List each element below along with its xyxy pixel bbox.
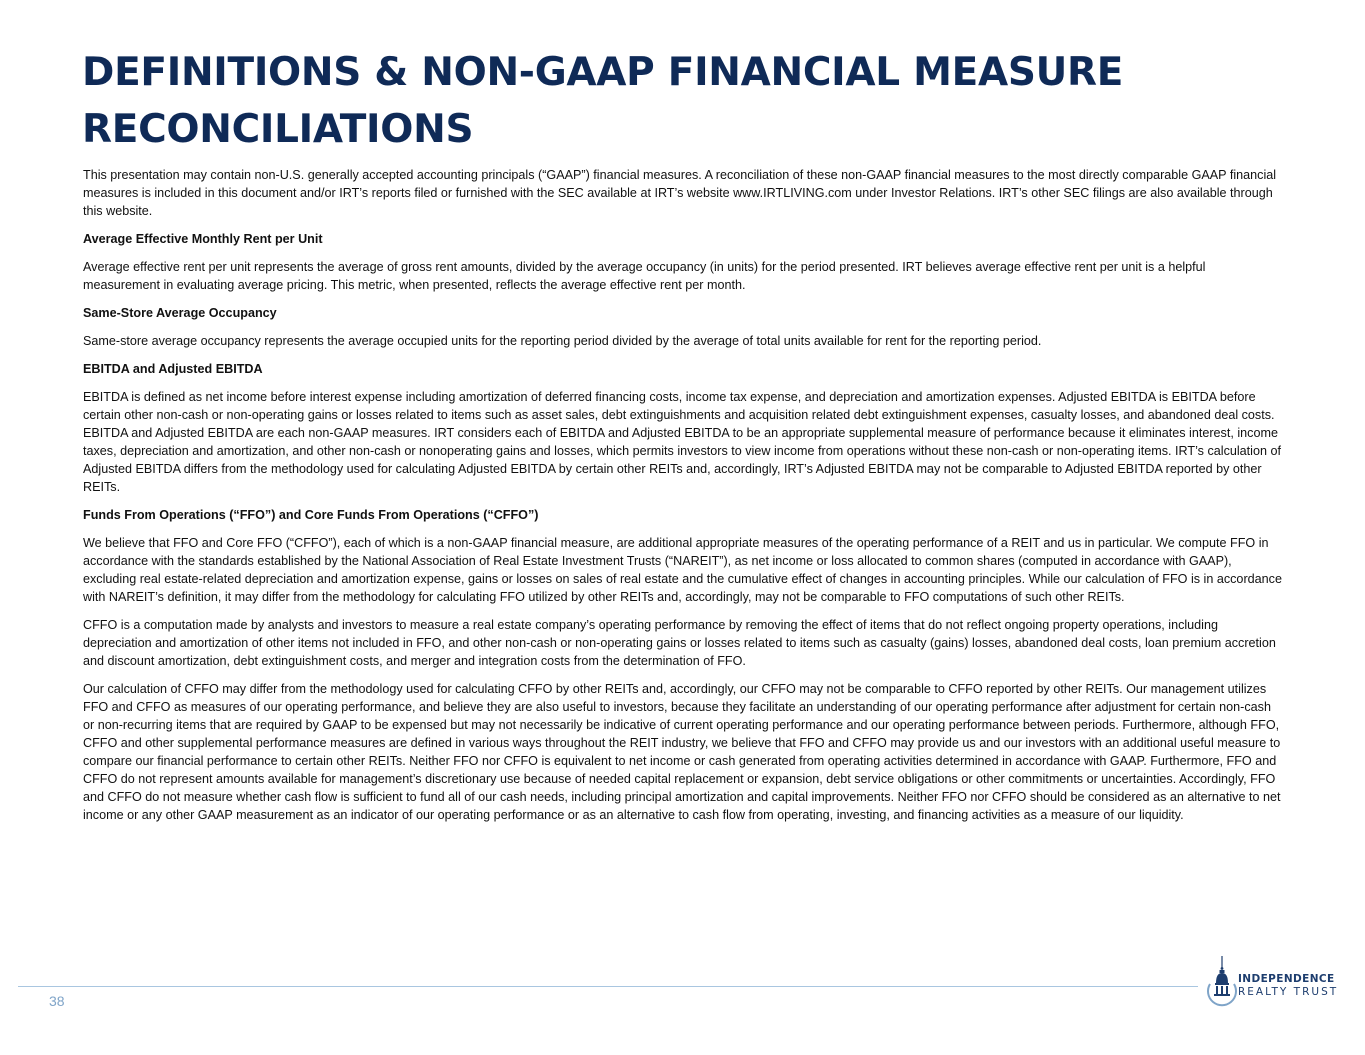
definitions-body <box>83 166 1283 834</box>
logo-text-realty-trust: REALTY TRUST <box>1238 986 1339 998</box>
section-heading-ebitda: EBITDA and Adjusted EBITDA <box>83 362 263 376</box>
section-paragraph-average-rent: Average effective rent per unit represents the average of gross rent amounts, divided by the average occupancy (in units) for the period presented. IRT believes average effective rent per unit is a helpful measurement in evaluating average pricing. This metric, when presented, reflects the average effective rent per month. <box>83 260 1206 292</box>
section-heading-average-rent: Average Effective Monthly Rent per Unit <box>83 232 323 246</box>
section-paragraph-ffo: We believe that FFO and Core FFO (“CFFO”), each of which is a non-GAAP financial measure, are additional appropriate measures of the operating performance of a REIT and us in particular. We compute FFO in accordance with the standards established by the National Association of Real Estate Investment Trusts (“NAREIT”), as net income or loss allocated to common shares (computed in accordance with GAAP), excluding real estate-related depreciation and amortization expense, gains or losses on sales of real estate and the cumulative effect of changes in accounting principles. While our calculation of FFO is in accordance with NAREIT’s definition, it may differ from the methodology for calculating FFO utilized by other REITs and, accordingly, may not be comparable to FFO computations of such other REITs. <box>83 536 1282 604</box>
section-heading-ffo: Funds From Operations (“FFO”) and Core Funds From Operations (“CFFO”) <box>83 508 539 522</box>
page-title: DEFINITIONS & NON-GAAP FINANCIAL MEASURE RECONCILIATIONS <box>82 50 1124 152</box>
company-logo <box>1206 956 1338 1010</box>
section-paragraph-occupancy: Same-store average occupancy represents the average occupied units for the reporting period divided by the average of total units available for rent for the reporting period. <box>83 334 1042 348</box>
footer-divider <box>18 986 1198 987</box>
section-heading-occupancy: Same-Store Average Occupancy <box>83 306 277 320</box>
capitol-dome-icon <box>1206 956 1238 1010</box>
section-paragraph-cffo-calculation: Our calculation of CFFO may differ from the methodology used for calculating CFFO by other REITs and, accordingly, our CFFO may not be comparable to CFFO reported by other REITs. Our management utilizes FFO and CFFO as measures of our operating performance, and believe they are also useful to investors, because they facilitate an understanding of our operating performance after adjustment for certain non-cash or non-recurring items that are required by GAAP to be expensed but may not necessarily be indicative of current operating performance and our operating performance between periods. Furthermore, although FFO, CFFO and other supplemental performance measures are defined in various ways throughout the REIT industry, we believe that FFO and CFFO may provide us and our investors with an additional useful measure to compare our financial performance to certain other REITs. Neither FFO nor CFFO is equivalent to net income or cash generated from operating activities determined in accordance with GAAP. Furthermore, FFO and CFFO do not represent amounts available for management’s discretionary use because of needed capital replacement or expansion, debt service obligations or other commitments or uncertainties. Accordingly, FFO and CFFO do not measure whether cash flow is sufficient to fund all of our cash needs, including principal amortization and capital improvements. Neither FFO nor CFFO should be considered as an alternative to net income or any other GAAP measurement as an indicator of our operating performance or as an alternative to cash flow from operating, investing, and financing activities as a measure of our liquidity. <box>83 682 1281 822</box>
intro-paragraph: This presentation may contain non-U.S. generally accepted accounting principals (“GAAP”) financial measures. A reconciliation of these non-GAAP financial measures to the most directly comparable GAAP financial measures is included in this document and/or IRT’s reports filed or furnished with the SEC available at IRT’s website www.IRTLIVING.com under Investor Relations. IRT’s other SEC filings are also available through this website. <box>83 168 1277 218</box>
section-paragraph-cffo: CFFO is a computation made by analysts and investors to measure a real estate company’s operating performance by removing the effect of items that do not reflect ongoing property operations, including depreciation and amortization of other items not included in FFO, and other non-cash or non-operating gains or losses related to items such as casualty (gains) losses, abandoned deal costs, loan premium accretion and discount amortization, debt extinguishment costs, and merger and integration costs from the determination of FFO. <box>83 618 1276 668</box>
logo-text-independence: INDEPENDENCE <box>1238 973 1335 985</box>
section-paragraph-ebitda: EBITDA is defined as net income before interest expense including amortization of deferred financing costs, income tax expense, and depreciation and amortization expenses. Adjusted EBITDA is EBITDA before certain other non-cash or non-operating gains or losses related to items such as asset sales, debt extinguishments and acquisition related debt extinguishment expenses, casualty losses, and abandoned deal costs. EBITDA and Adjusted EBITDA are each non-GAAP measures. IRT considers each of EBITDA and Adjusted EBITDA to be an appropriate supplemental measure of performance because it eliminates interest, income taxes, depreciation and amortization, and other non-cash or nonoperating gains and losses, which permits investors to view income from operations without these non-cash or non-operating items. IRT’s calculation of Adjusted EBITDA differs from the methodology used for calculating Adjusted EBITDA by certain other REITs and, accordingly, IRT’s Adjusted EBITDA may not be comparable to Adjusted EBITDA reported by other REITs. <box>83 390 1281 494</box>
page-number: 38 <box>49 993 65 1009</box>
